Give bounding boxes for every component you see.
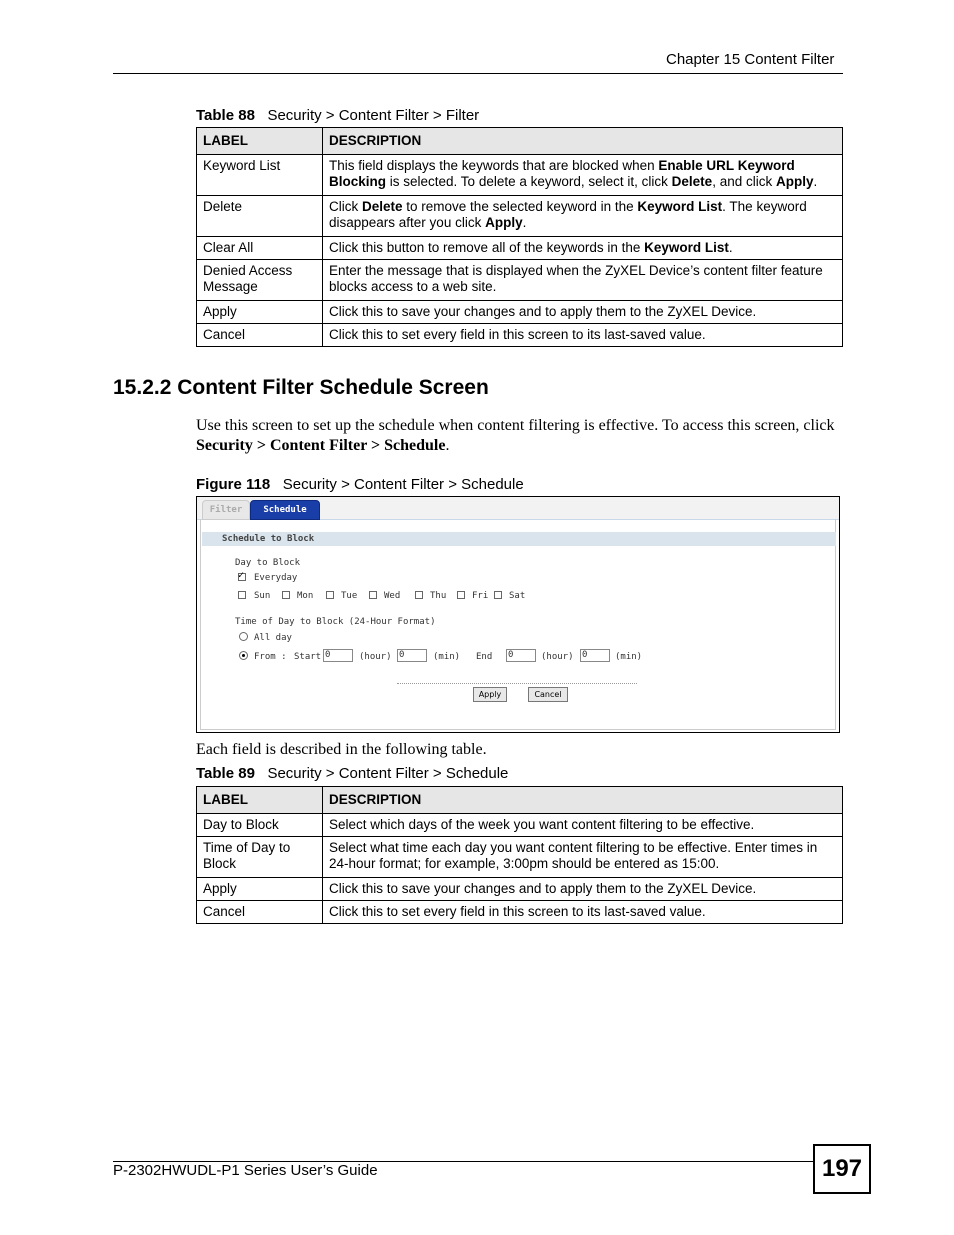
mon-checkbox[interactable] <box>282 591 290 599</box>
table-row <box>197 901 843 924</box>
row-label: Cancel <box>197 324 323 347</box>
row-label: Apply <box>197 301 323 324</box>
sun-checkbox[interactable] <box>238 591 246 599</box>
table-89-number: Table 89 <box>196 765 255 782</box>
tue-checkbox[interactable] <box>326 591 334 599</box>
table-row <box>197 837 843 878</box>
wed-checkbox[interactable] <box>369 591 377 599</box>
column-header-description: DESCRIPTION <box>323 128 843 155</box>
sat-label: Sat <box>509 591 526 601</box>
row-label: Cancel <box>197 901 323 924</box>
column-header-description: DESCRIPTION <box>323 787 843 814</box>
row-description: Enter the message that is displayed when the ZyXEL Device’s content filter feature blocks access to a web site. <box>323 260 843 301</box>
row-description: Click this to set every field in this screen to its last-saved value. <box>323 901 843 924</box>
start-hour-unit: (hour) <box>359 652 392 662</box>
start-min-unit: (min) <box>433 652 461 662</box>
tue-label: Tue <box>341 591 358 601</box>
row-label: Denied Access Message <box>197 260 323 301</box>
table-row <box>197 301 843 324</box>
row-description: Click Delete to remove the selected keyword in the Keyword List. The keyword disappears after you click Apply. <box>323 196 843 237</box>
running-header: Chapter 15 Content Filter <box>666 51 835 68</box>
row-description: Click this to save your changes and to apply them to the ZyXEL Device. <box>323 301 843 324</box>
table-88-number: Table 88 <box>196 107 255 124</box>
row-label: Delete <box>197 196 323 237</box>
time-of-day-label: Time of Day to Block (24-Hour Format) <box>235 617 436 627</box>
wed-label: Wed <box>384 591 401 601</box>
end-hour-input[interactable]: 0 <box>506 649 536 662</box>
end-hour-unit: (hour) <box>541 652 574 662</box>
row-description: Select what time each day you want content filtering to be effective. Enter times in 24-hour format; for example, 3:00pm should be entered as 15:00. <box>323 837 843 878</box>
table-89-caption <box>196 765 508 782</box>
start-min-input[interactable]: 0 <box>397 649 427 662</box>
row-description: Click this to set every field in this screen to its last-saved value. <box>323 324 843 347</box>
table-header-row <box>197 787 843 814</box>
day-to-block-label: Day to Block <box>235 558 301 568</box>
row-description: Click this button to remove all of the keywords in the Keyword List. <box>323 237 843 260</box>
end-label: End <box>476 652 493 662</box>
table-89-title: Security > Content Filter > Schedule <box>267 765 509 782</box>
row-description: Select which days of the week you want content filtering to be effective. <box>323 814 843 837</box>
row-label: Apply <box>197 878 323 901</box>
table-row <box>197 878 843 901</box>
figure-118-caption <box>196 476 524 493</box>
sat-checkbox[interactable] <box>494 591 502 599</box>
page-number: 197 <box>813 1144 871 1194</box>
from-radio[interactable] <box>239 651 248 660</box>
mon-label: Mon <box>297 591 314 601</box>
section-intro: Use this screen to set up the schedule when content filtering is effective. To access this screen, click Security > Content Filter > Schedule. <box>196 417 835 454</box>
schedule-section-heading: Schedule to Block <box>202 532 836 546</box>
table-header-row <box>197 128 843 155</box>
footer-guide-title: P-2302HWUDL-P1 Series User’s Guide <box>113 1162 378 1179</box>
row-label: Time of Day to Block <box>197 837 323 878</box>
row-label: Clear All <box>197 237 323 260</box>
header-rule <box>113 73 843 74</box>
everyday-label: Everyday <box>254 573 298 583</box>
column-header-label: LABEL <box>197 128 323 155</box>
thu-label: Thu <box>430 591 447 601</box>
tab-schedule[interactable]: Schedule <box>250 500 320 520</box>
thu-checkbox[interactable] <box>415 591 423 599</box>
table-row <box>197 155 843 196</box>
table-row <box>197 324 843 347</box>
table-88-caption <box>196 107 479 124</box>
row-description: This field displays the keywords that are blocked when Enable URL Keyword Blocking is selected. To delete a keyword, select it, click Delete, and click Apply. <box>323 155 843 196</box>
section-title: 15.2.2 Content Filter Schedule Screen <box>113 376 489 399</box>
row-label: Keyword List <box>197 155 323 196</box>
table-89 <box>196 786 843 924</box>
start-hour-input[interactable]: 0 <box>323 649 353 662</box>
sun-label: Sun <box>254 591 271 601</box>
table-row <box>197 196 843 237</box>
figure-118-number: Figure 118 <box>196 476 271 493</box>
figure-118-title: Security > Content Filter > Schedule <box>282 476 524 493</box>
table-row <box>197 260 843 301</box>
row-description: Click this to save your changes and to apply them to the ZyXEL Device. <box>323 878 843 901</box>
from-label: From : <box>254 652 287 662</box>
table-88 <box>196 127 843 347</box>
row-label: Day to Block <box>197 814 323 837</box>
table-row <box>197 814 843 837</box>
fri-label: Fri <box>472 591 489 601</box>
apply-button[interactable]: Apply <box>473 687 507 702</box>
tab-bar <box>197 497 839 520</box>
table-row <box>197 237 843 260</box>
all-day-radio[interactable] <box>239 632 248 641</box>
everyday-checkbox[interactable] <box>238 573 246 581</box>
tab-filter[interactable]: Filter <box>202 500 250 520</box>
figure-118-screenshot <box>196 496 840 733</box>
all-day-label: All day <box>254 633 292 643</box>
fri-checkbox[interactable] <box>457 591 465 599</box>
table-88-title: Security > Content Filter > Filter <box>267 107 480 124</box>
cancel-button[interactable]: Cancel <box>528 687 568 702</box>
end-min-unit: (min) <box>615 652 643 662</box>
field-description-intro: Each field is described in the following table. <box>196 741 487 758</box>
dotted-divider <box>397 683 637 684</box>
start-label: Start <box>294 652 322 662</box>
column-header-label: LABEL <box>197 787 323 814</box>
end-min-input[interactable]: 0 <box>580 649 610 662</box>
